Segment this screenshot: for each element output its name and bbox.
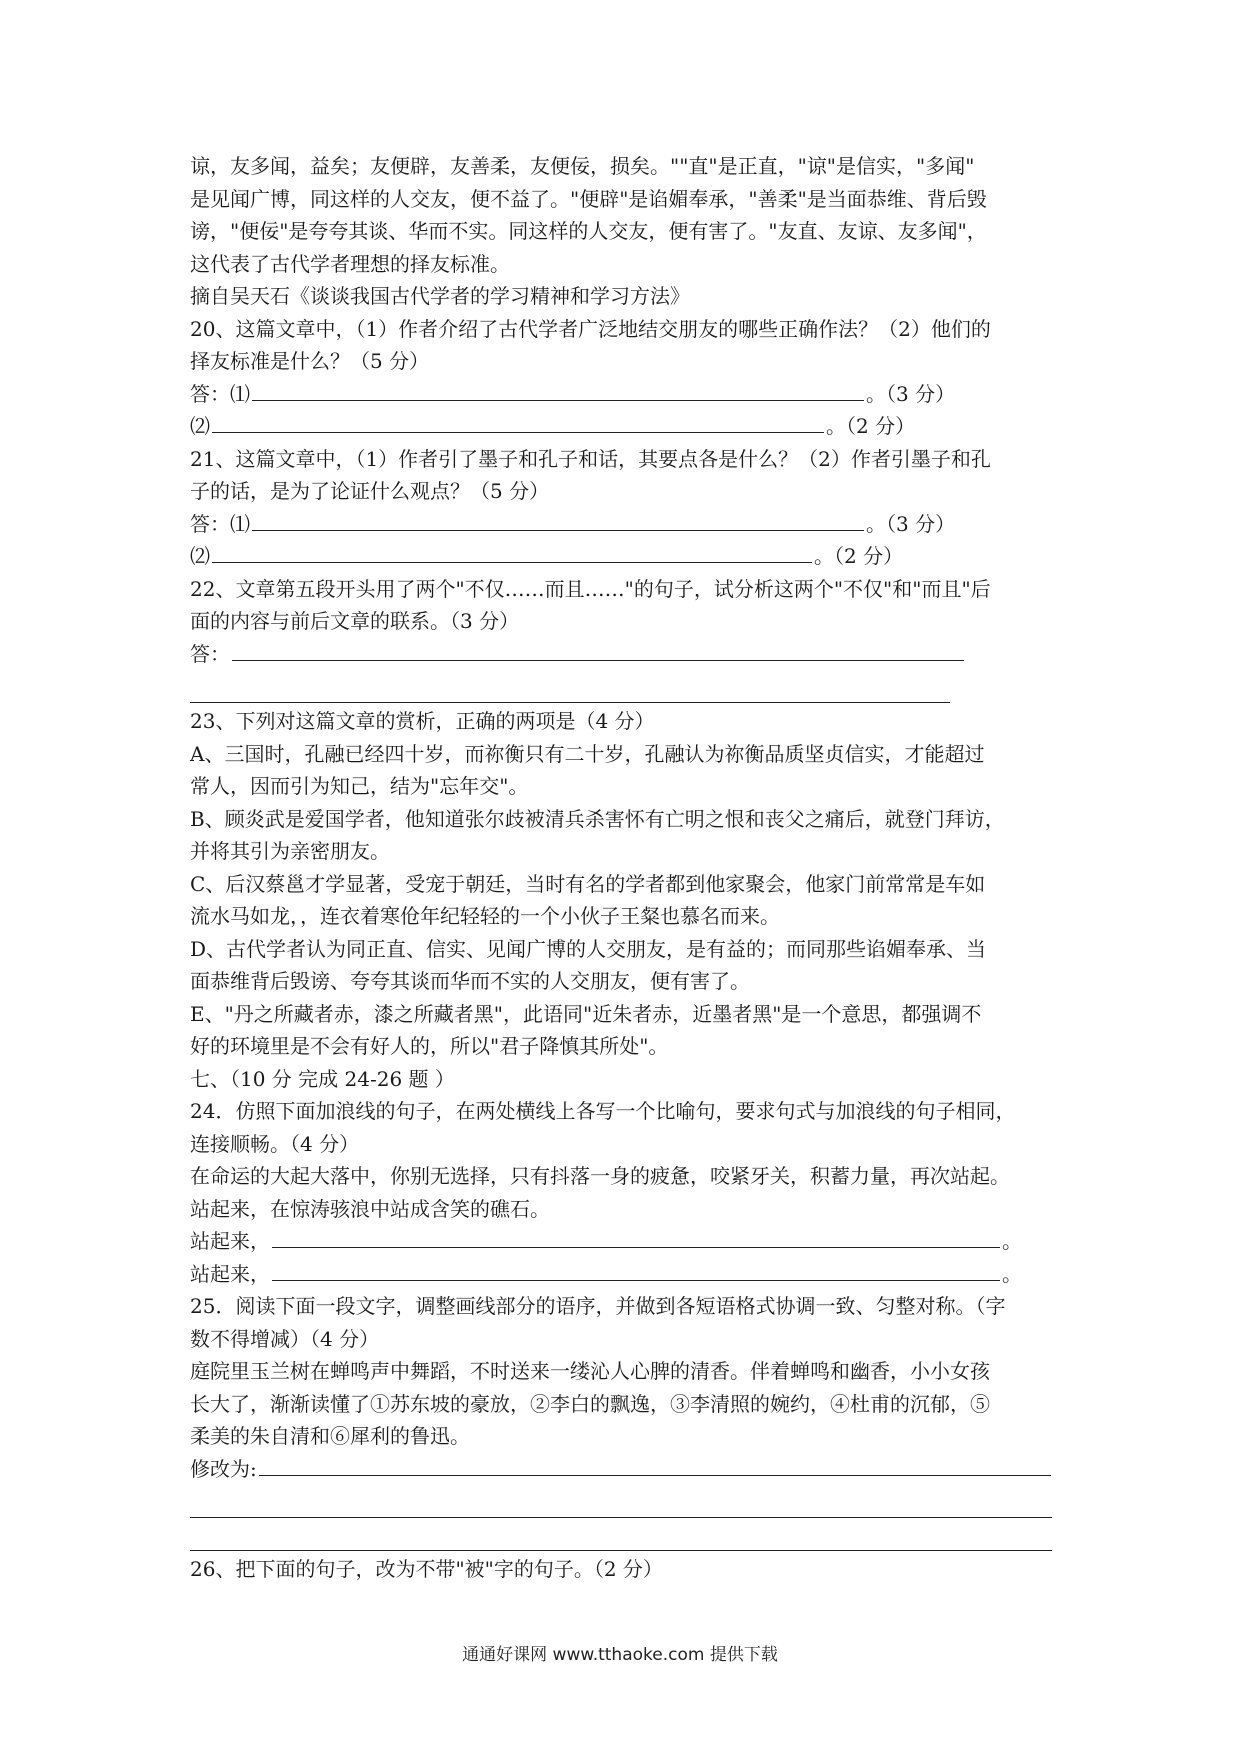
option-line: 常人，因而引为知己，结为"忘年交"。 (190, 774, 529, 798)
question-22 (190, 573, 1070, 704)
answer-blank-line[interactable] (190, 670, 950, 703)
answer-row-1 (190, 378, 1070, 411)
answer-blank[interactable] (212, 410, 824, 433)
question-text: 25．阅读下面一段文字，调整画线部分的语序，并做到各短语格式协调一致、匀整对称。（字 (190, 1294, 1006, 1318)
answer-end: 。 (1002, 1261, 1022, 1286)
question-21 (190, 443, 1070, 573)
score-note: 。（3 分） (866, 381, 956, 406)
question-text: 站起来，在惊涛骇浪中站成含笑的礁石。 (190, 1196, 550, 1221)
worksheet (190, 150, 1070, 1586)
option-line: C、后汉蔡邕才学显著，受宠于朝廷，当时有名的学者都到他家聚会，他家门前常常是车如 (190, 871, 986, 896)
question-text: 长大了，渐渐读懂了①苏东坡的豪放，②李白的飘逸，③李清照的婉约，④杜甫的沉郁，⑤ (190, 1391, 990, 1416)
answer-row-2 (190, 410, 1070, 443)
question-text: 23、下列对这篇文章的赏析，正确的两项是（4 分） (190, 709, 655, 733)
question-25 (190, 1290, 1070, 1551)
question-text: 子的话，是为了论证什么观点？（5 分） (190, 479, 550, 503)
answer-blank[interactable] (259, 1453, 1051, 1476)
question-text: 庭院里玉兰树在蝉鸣声中舞蹈，不时送来一缕沁人心脾的清香。伴着蝉鸣和幽香，小小女孩 (190, 1359, 990, 1383)
question-24 (190, 1095, 1070, 1290)
answer-row-1 (190, 508, 1070, 541)
option-line: 流水马如龙，，连衣着寒伧年纪轻轻的一个小伙子王粲也慕名而来。 (190, 904, 780, 928)
answer-row (190, 638, 1070, 671)
passage-excerpt (190, 150, 1070, 313)
question-text: 择友标准是什么？（5 分） (190, 349, 430, 373)
page-footer: 通通好课网 www.tthaoke.com 提供下载 (462, 1645, 778, 1665)
question-20 (190, 313, 1070, 443)
option-line: A、三国时，孔融已经四十岁，而祢衡只有二十岁，孔融认为祢衡品质坚贞信实，才能超过 (190, 741, 985, 766)
passage-line: 谤，"便佞"是夸夸其谈、华而不实。同这样的人交友，便有害了。"友直、友谅、友多闻"， (190, 219, 987, 243)
answer-label: 站起来， (190, 1229, 270, 1253)
answer-blank-line[interactable] (190, 1518, 1052, 1551)
answer-label: 答： (190, 641, 230, 666)
answer-row-2 (190, 1258, 1070, 1291)
question-26: 26、把下面的句子，改为不带"被"字的句子。（2 分） (190, 1557, 663, 1581)
answer-blank[interactable] (272, 1258, 1000, 1281)
answer-row-1 (190, 1225, 1070, 1258)
answer-blank[interactable] (252, 508, 864, 531)
answer-blank[interactable] (212, 540, 812, 563)
answer-blank-line[interactable] (190, 1485, 1052, 1518)
section-heading: 七、（10 分 完成 24-26 题 ） (190, 1066, 455, 1091)
question-text: 连接顺畅。（4 分） (190, 1131, 360, 1156)
answer-label: 答：⑴ (190, 381, 250, 406)
answer-end: 。 (1002, 1229, 1022, 1253)
answer-blank[interactable] (252, 378, 864, 401)
option-line: 面恭维背后毁谤、夸夸其谈而华而不实的人交朋友，便有害了。 (190, 969, 750, 993)
option-line: 并将其引为亲密朋友。 (190, 839, 390, 863)
question-text: 面的内容与前后文章的联系。（3 分） (190, 609, 520, 633)
passage-line: 这代表了古代学者理想的择友标准。 (190, 251, 510, 276)
question-text: 在命运的大起大落中，你别无选择，只有抖落一身的疲惫，咬紧牙关，积蓄力量，再次站起。 (190, 1164, 1010, 1188)
answer-label: ⑵ (190, 414, 210, 438)
question-text: 20、这篇文章中，（1）作者介绍了古代学者广泛地结交朋友的哪些正确作法？（2）他们的 (190, 316, 991, 341)
score-note: 。（3 分） (866, 511, 956, 536)
answer-blank[interactable] (272, 1225, 1000, 1248)
answer-blank[interactable] (232, 638, 964, 661)
answer-label: 站起来， (190, 1261, 270, 1286)
option-line: E、"丹之所藏者赤，漆之所藏者黑"，此语同"近朱者赤，近墨者黑"是一个意思，都强调不 (190, 1001, 982, 1026)
answer-row (190, 1453, 1070, 1486)
question-23 (190, 705, 1070, 1063)
option-line: B、顾炎武是爱国学者，他知道张尔歧被清兵杀害怀有亡明之恨和丧父之痛后，就登门拜访， (190, 806, 1005, 831)
score-note: 。（2 分） (814, 544, 904, 568)
answer-row-2 (190, 540, 1070, 573)
option-line: D、古代学者认为同正直、信实、见闻广博的人交朋友，是有益的；而同那些谄媚奉承、当 (190, 936, 987, 961)
question-text: 柔美的朱自清和⑥犀利的鲁迅。 (190, 1424, 470, 1448)
passage-source: 摘自吴天石《谈谈我国古代学者的学习精神和学习方法》 (190, 284, 690, 308)
question-text: 22、文章第五段开头用了两个"不仅……而且……"的句子，试分析这两个"不仅"和"而且"后 (190, 576, 991, 601)
question-text: 21、这篇文章中，（1）作者引了墨子和孔子和话，其要点各是什么？（2）作者引墨子和孔 (190, 446, 991, 471)
passage-line: 是见闻广博，同这样的人交友，便不益了。"便辟"是谄媚奉承，"善柔"是当面恭维、背后毁 (190, 186, 987, 211)
option-line: 好的环境里是不会有好人的，所以"君子降慎其所处"。 (190, 1034, 669, 1058)
score-note: 。（2 分） (826, 414, 916, 438)
answer-label: 答：⑴ (190, 511, 250, 536)
answer-label: ⑵ (190, 544, 210, 568)
question-text: 数不得增减）（4 分） (190, 1326, 380, 1351)
passage-line: 谅，友多闻，益矣；友便辟，友善柔，友便佞，损矣。""直"是正直，"谅"是信实，"多闻" (190, 154, 975, 178)
question-text: 24．仿照下面加浪线的句子，在两处横线上各写一个比喻句，要求句式与加浪线的句子相同， (190, 1099, 1016, 1123)
answer-label: 修改为: (190, 1456, 257, 1481)
